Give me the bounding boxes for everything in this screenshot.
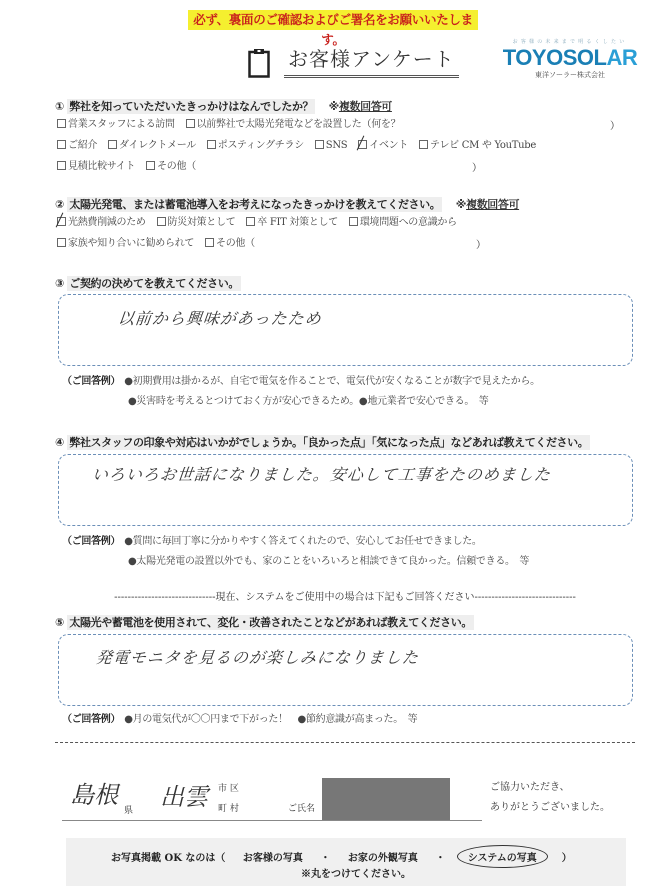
city-label-2: 町 村	[218, 804, 239, 814]
checkbox[interactable]	[205, 238, 214, 247]
checkbox[interactable]	[57, 119, 66, 128]
checkbox[interactable]	[349, 217, 358, 226]
prefecture-value: 島根	[70, 781, 118, 809]
example-4: （ご回答例） ●質問に毎回丁寧に分かりやすく答えてくれたので、安心してお任せできました。 ●太陽光発電の設置以外でも、家のことをいろいろと相談できて良かった。信頼できる。 等	[62, 536, 530, 567]
question-1-heading: ① 弊社を知っていただいたきっかけはなんでしたか？ ※複数回答可	[55, 100, 392, 113]
answer-box-3[interactable]	[58, 294, 633, 366]
company-logo	[500, 38, 640, 80]
option-row	[57, 212, 465, 233]
checkbox[interactable]	[186, 119, 195, 128]
photo-consent-note: ※丸をつけてください。	[301, 869, 411, 880]
logo-tagline: お客様の未来まで明るくしたい	[512, 39, 628, 45]
name-label: ご氏名	[288, 804, 316, 814]
checkbox[interactable]	[419, 140, 428, 149]
option-direct-mail[interactable]: ダイレクトメール	[108, 135, 196, 156]
page-title: お客様アンケート	[284, 45, 459, 78]
page-header	[248, 42, 459, 78]
handwritten-answer-3: 以前から興味があったため	[116, 309, 323, 328]
option-row	[57, 156, 544, 177]
question-1-text: 弊社を知っていただいたきっかけはなんでしたか？	[69, 100, 314, 113]
photo-option-house[interactable]: お家の外観写真	[347, 853, 418, 864]
question-3-heading: ③ ご契約の決めてを教えてください。	[55, 277, 239, 290]
photo-option-system-selected[interactable]: システムの写真	[457, 845, 548, 868]
option-row	[57, 135, 544, 156]
paren-close: ）	[610, 121, 620, 132]
question-2-options	[57, 212, 465, 254]
option-sales-visit[interactable]: 営業スタッフによる訪問	[57, 114, 175, 135]
option-event[interactable]: イベント	[358, 135, 408, 156]
option-post-fit[interactable]: 卒 FIT 対策として	[246, 212, 338, 233]
clipboard-icon	[248, 48, 270, 78]
option-sns[interactable]: SNS	[315, 135, 348, 156]
checkbox[interactable]	[146, 161, 155, 170]
notice-banner: 必ず、裏面のご確認およびご署名をお願いいたします。	[188, 10, 478, 30]
checkbox[interactable]	[207, 140, 216, 149]
checkbox-checked[interactable]	[358, 140, 367, 149]
photo-option-customer[interactable]: お客様の写真	[242, 853, 303, 864]
question-4-heading: ④ 弊社スタッフの印象や対応はいかがでしょうか。「良かった点」「気になった点」などあれば教えてください。	[55, 436, 589, 449]
question-5-heading: ⑤ 太陽光や蓄電池を使用されて、変化・改善されたことなどがあれば教えてください。	[55, 616, 472, 629]
option-previous-install[interactable]: 以前弊社で太陽光発電などを設置した（何を？	[186, 114, 401, 135]
checkbox[interactable]	[108, 140, 117, 149]
question-1-options	[57, 114, 544, 177]
checkbox[interactable]	[57, 161, 66, 170]
option-utility-savings[interactable]: 光熱費削減のため	[57, 212, 146, 233]
prefecture-label: 県	[124, 806, 134, 816]
option-posting-flyer[interactable]: ポスティングチラシ	[207, 135, 304, 156]
photo-consent: お写真掲載 OK なのは（ お客様の写真 ・ お家の外観写真 ・ システムの写真 ） ※丸をつけてください。	[66, 838, 626, 886]
checkbox[interactable]	[315, 140, 324, 149]
option-tv-youtube[interactable]: テレビ CM や YouTube	[419, 135, 536, 156]
question-2-heading: ② 太陽光発電、または蓄電池導入をお考えになったきっかけを教えてください。 ※複数回答可	[55, 198, 520, 211]
option-referral[interactable]: ご紹介	[57, 135, 97, 156]
example-3: （ご回答例） ●初期費用は掛かるが、自宅で電気を作ることで、電気代が安くなることが数字で見えたから。 ●災害時を考えるとつけておく方が安心できるため。●地元業者で安心できる。 等	[62, 376, 540, 407]
checkbox[interactable]	[157, 217, 166, 226]
section-divider: ------------------------------現在、システムをご使用中の場合は下記もご回答ください------------------------------	[114, 592, 576, 603]
multi-answer-note: ※複数回答可	[328, 100, 392, 113]
option-disaster-prep[interactable]: 防災対策として	[157, 212, 236, 233]
checkbox[interactable]	[57, 238, 66, 247]
paren-close: ）	[476, 240, 486, 251]
redacted-name	[322, 778, 450, 820]
question-5-text: 太陽光や蓄電池を使用されて、変化・改善されたことなどがあれば教えてください。	[69, 616, 472, 629]
dashed-divider	[55, 742, 635, 743]
handwritten-answer-4: いろいろお世話になりました。安心して工事をたのめました	[90, 465, 552, 484]
question-3-text: ご契約の決めてを教えてください。	[69, 277, 239, 290]
thanks-message: ご協力いただき、 ありがとうございました。	[490, 782, 610, 813]
option-other[interactable]: その他（	[146, 156, 196, 177]
checkbox[interactable]	[57, 140, 66, 149]
option-other[interactable]: その他（	[205, 233, 255, 254]
checkbox[interactable]	[246, 217, 255, 226]
photo-consent-prefix: お写真掲載 OK なのは（	[111, 853, 226, 864]
logo-brand: TOYOSOLAR	[502, 45, 638, 70]
handwritten-answer-5: 発電モニタを見るのが楽しみになりました	[94, 648, 420, 667]
city-value: 出雲	[160, 783, 208, 811]
logo-company-name: 東洋ソーラー株式会社	[535, 71, 605, 79]
option-row	[57, 233, 465, 254]
option-environment[interactable]: 環境問題への意識から	[349, 212, 457, 233]
question-2-text: 太陽光発電、または蓄電池導入をお考えになったきっかけを教えてください。	[69, 198, 441, 211]
multi-answer-note: ※複数回答可	[455, 198, 520, 211]
checkbox-checked[interactable]	[57, 217, 66, 226]
question-4-text: 弊社スタッフの印象や対応はいかがでしょうか。「良かった点」「気になった点」などあれば教えてください。	[69, 436, 589, 449]
city-label-1: 市 区	[218, 784, 239, 794]
option-recommended[interactable]: 家族や知り合いに勧められて	[57, 233, 194, 254]
option-row	[57, 114, 544, 135]
paren-close: ）	[472, 163, 482, 174]
option-comparison-site[interactable]: 見積比較サイト	[57, 156, 135, 177]
example-5: （ご回答例） ●月の電気代が〇〇円まで下がった！ ●節約意識が高まった。 等	[62, 714, 418, 725]
